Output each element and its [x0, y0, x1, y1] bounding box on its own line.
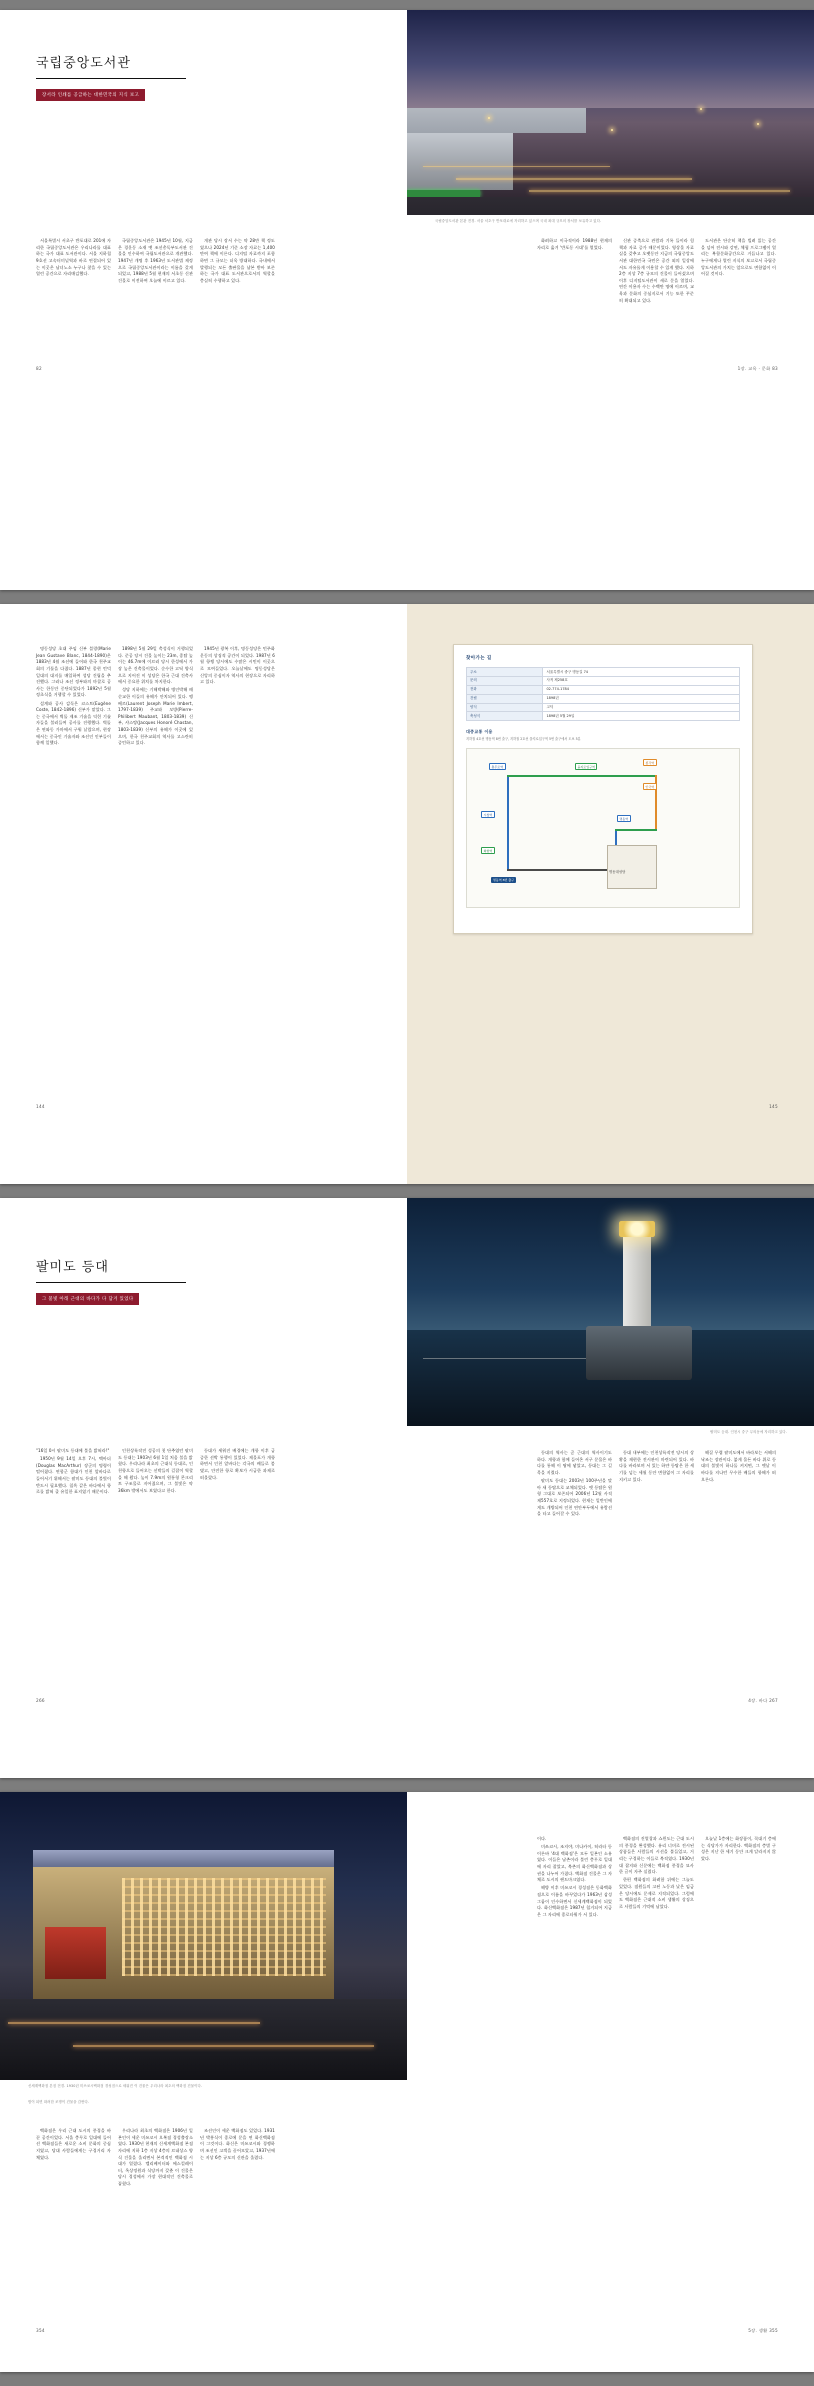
- paragraph: 국립중앙도서관은 1945년 10월, 지금은 경운동 소재 옛 조선총독부도서관 건물을 인수하여 국립도서관으로 개관했다. 1947년 개명 후 1963년 도서관법 제정으로 국립중앙도서관이라는 이름을 갖게 되었고, 1988년 5월 현재의 서초동 신관 건물로 이전하여 오늘에 이르고 있다.: [118, 238, 193, 283]
- paragraph: 해방 이후 미쓰코시 경성점은 동화백화점으로 이름을 바꾸었다가 1963년 삼성그룹이 인수하면서 신세계백화점이 되었다. 화신백화점은 1987년 철거되어 지금은 그 자리에 종로타워가 서 있다.: [537, 1885, 612, 1917]
- photo-sale-banner: [45, 1927, 106, 1979]
- photo-road: [407, 197, 814, 215]
- info-value: 1898년: [543, 694, 740, 703]
- body-column-1: [537, 238, 612, 253]
- photo-light-trail: [73, 2045, 374, 2047]
- body-column-3: [200, 646, 275, 687]
- lighthouse-photo: [407, 1198, 814, 1426]
- spread-palmido: [0, 1198, 814, 1778]
- map-note: 지하철 4호선 명동역 8번 출구, 지하철 2호선 을지로입구역 5번 출구에서 도보 5분: [466, 737, 581, 742]
- paragraph: 개관 당시 장서 수는 약 28만 책 정도였으나 2024년 기준 소장 자료는 1,400만여 책에 이른다. 디지털 자료까지 포함하면 그 규모는 더욱 방대하다. 국내에서 발행되는 모든 출판물을 납본 받아 보존하는 국가 대표 도서관으로서의 역할을 충실히 수행하고 있다.: [200, 238, 275, 283]
- spread-library-right-page: [407, 10, 814, 590]
- spread-department-left-page: [0, 1792, 407, 2372]
- info-key: 건립: [467, 694, 543, 703]
- paragraph: 설계와 공사 감독은 코스트(Eugène Coste, 1842-1896) 신부가 맡았다. 그는 중국에서 벽돌 제조 기술을 익힌 기술자들을 불러들여 공사를 진행했다. 벽돌은 연와동 가마에서 구워 날랐으며, 현장에서는 중국인 기술자와 조선인 인부들이 함께 일했다.: [36, 700, 111, 746]
- photo-building-right: [407, 133, 513, 190]
- photo-light-trail: [529, 190, 789, 192]
- subtitle-banner: 그 불빛 아래 근대의 바다가 다 담겨 있었다: [36, 1293, 139, 1305]
- table-row: [467, 685, 740, 694]
- paragraph: 우리나라 최초의 백화점은 1906년 일본인이 세운 미쓰코시 오복점 경성출장소였다. 1930년 현재의 신세계백화점 본점 자리에 지하 1층 지상 4층의 르네상스 양식 건물을 올리면서 본격적인 백화점 시대가 열렸다. 엘리베이터와 에스컬레이터, 옥상정원과 식당까지 갖춘 이 건물은 당시 경성에서 가장 현대적인 건축물로 꼽혔다.: [118, 2128, 193, 2186]
- page-title: 팔미도 등대: [36, 1260, 109, 1275]
- photo-light-trail: [8, 2022, 260, 2024]
- transit-map: [466, 748, 740, 908]
- spread-myeongdong-left-page: [0, 604, 407, 1184]
- map-node: 을지로입구역: [575, 763, 597, 770]
- table-row: [467, 676, 740, 685]
- body-column-1: [537, 1450, 612, 1519]
- photo-window-grid: [122, 1878, 326, 1976]
- page-title-block: [36, 1256, 186, 1305]
- body-column-2: [118, 2128, 193, 2189]
- body-column-3: [200, 1448, 275, 1483]
- paragraph: 한편 백화점의 화려함 뒤에는 그늘도 있었다. 점원들의 고된 노동과 낮은 임금은 당시에도 문제로 지적되었다. 그럼에도 백화점은 근대적 소비 생활의 상징으로 사람들의 기억에 남았다.: [619, 1877, 694, 1909]
- body-column-3: [701, 1450, 776, 1485]
- paragraph: 백화점은 우리 근대 도시의 풍경을 바꾼 공간이었다. 서울 충무로 일대에 들어선 백화점들은 새로운 소비 문화의 중심지였고, 당대 사람들에게는 구경거리 자체였다.: [36, 2128, 111, 2160]
- info-table: [466, 667, 740, 721]
- paragraph: 미쓰코시, 조지야, 미나카이, 히라타 등 이른바 '4대 백화점'은 모두 일본인 소유였다. 이들은 남촌이라 불린 충무로 일대에 자리 잡았고, 북촌의 화신백화점과 상권을 나누어 가졌다. 백화점 건물은 그 자체로 도시의 랜드마크였다.: [537, 1844, 612, 1883]
- map-node: 종각역: [643, 759, 657, 766]
- map-station-marker: 명동역 8번 출구: [493, 878, 515, 883]
- folio-left: 82: [36, 366, 42, 371]
- paragraph: 성당 지하에는 기해박해와 병인박해 때 순교한 이들의 유해가 안치되어 있다. 앵베르(Laurent Joseph Marie Imbert, 1797-1839) 주교와 모방(Pierre-Philibert Maubant, 1803-1839) 신부, 샤스탕(Jacques Honoré Chastan, 1803-1839) 신부의 유해가 이곳에 있으며, 한국 천주교회의 역사를 고스란히 증언하고 있다.: [118, 687, 193, 746]
- paragraph-quote: "16일 0시 팔미도 등대에 불을 밝혀라!": [36, 1448, 110, 1453]
- photo-road: [0, 1999, 407, 2080]
- paragraph: 등대 내부에는 인천상륙작전 당시의 상황을 재현한 전시관이 마련되어 있다. 바다를 바라보며 서 있는 하얀 등탑은 한 세기를 넘는 세월 동안 변함없이 그 자리를 지키고 있다.: [619, 1450, 694, 1482]
- folio-right: 145: [769, 1104, 778, 1109]
- photo-light-point: [700, 108, 702, 110]
- map-node: 시청역: [481, 811, 495, 818]
- map-line-green: [507, 775, 657, 777]
- map-building-block: [607, 845, 657, 889]
- subtitle-banner: 장서라 인쇄를 공급하는 대한민국의 지식 보고: [36, 89, 145, 101]
- info-key: 전화: [467, 685, 543, 694]
- photo-light-point: [757, 123, 759, 125]
- spread-department-right-page: [407, 1792, 814, 2372]
- library-night-photo: [407, 10, 814, 215]
- body-column-2: [619, 1836, 694, 1912]
- map-line-blue: [507, 775, 509, 871]
- info-key: 축성식: [467, 712, 543, 721]
- table-row: [467, 703, 740, 712]
- spread-myeongdong-right-page: [407, 604, 814, 1184]
- map-line-green-2: [615, 829, 657, 831]
- card-title: 찾아가는 길: [466, 656, 492, 661]
- photo-caption: 국립중앙도서관 본관 전경. 서울 서초구 반포대로에 자리하고 있으며 국내 최대 규모의 장서를 보유하고 있다.: [435, 219, 602, 223]
- info-value: 사적 제258호: [543, 676, 740, 685]
- folio-right: 1장. 교육 · 문화 83: [737, 366, 778, 371]
- paragraph: 1945년 광복 이후, 명동성당은 민주화 운동의 상징적 공간이 되었다. 1987년 6월 항쟁 당시에도 수많은 시민이 이곳으로 모여들었다. 오늘날에도 명동성당은 신앙의 중심이자 역사의 현장으로 자리하고 있다.: [200, 646, 275, 685]
- body-column-2: [118, 646, 193, 748]
- folio-right: 5장. 생활 355: [748, 2328, 778, 2333]
- spread-department-store: [0, 1792, 814, 2372]
- table-row: [467, 668, 740, 677]
- photo-light-trail: [456, 178, 692, 180]
- spread-library-left-page: [0, 10, 407, 590]
- body-column-1: [36, 646, 111, 748]
- body-column-1: [36, 1448, 111, 1497]
- photo-light-trail: [423, 166, 610, 168]
- paragraph: 1950년 9월 14일 오후 7시, 맥아더(Douglas MacArthur) 장군의 명령이 떨어졌다. 연합군 함대가 인천 앞바다로 들어서기 위해서는 팔미도 등대의 불빛이 반드시 필요했다. 칠흑 같은 바다에서 항로를 밝혀 줄 유일한 표지였기 때문이다.: [36, 1456, 111, 1495]
- photo-caption: 신세계백화점 본점 전경. 1930년 미쓰코시백화점 경성점으로 세워진 이 건물은 우리나라 최초의 백화점 건물이다.: [28, 2084, 203, 2088]
- paragraph: 오늘날 1층에는 화장품이, 꼭대기 층에는 식당가가 자리한다. 백화점의 층별 구성은 지난 한 세기 동안 크게 달라지지 않았다.: [701, 1836, 776, 1861]
- body-column-3: [200, 2128, 275, 2163]
- directions-card: [453, 644, 753, 934]
- photo-railing: [423, 1358, 586, 1360]
- map-line-gray: [507, 869, 617, 871]
- info-value: 고딕: [543, 703, 740, 712]
- map-node: 안국역: [643, 783, 657, 790]
- paragraph: 조선인이 세운 백화점도 있었다. 1931년 박흥식이 종로에 문을 연 화신백화점이 그것이다. 화신은 미쓰코시와 경쟁하며 조선인 고객을 끌어모았고, 1937년에는 지상 6층 규모의 신관을 올렸다.: [200, 2128, 275, 2160]
- folio-left: 354: [36, 2328, 45, 2333]
- paragraph: 이다.: [537, 1836, 547, 1841]
- map-node: 충무로역: [489, 763, 506, 770]
- table-row: [467, 712, 740, 721]
- body-column-3: [701, 1836, 776, 1864]
- page-title-block: [36, 52, 186, 101]
- page-title: 국립중앙도서관: [36, 56, 131, 71]
- body-column-1: [36, 238, 111, 279]
- body-column-2: [619, 238, 694, 306]
- spread-library: [0, 10, 814, 590]
- department-store-photo: [0, 1792, 407, 2080]
- photo-caption: 팔미도 등대. 인천시 중구 무의동에 자리하고 있다.: [710, 1430, 787, 1434]
- folio-left: 266: [36, 1698, 45, 1703]
- info-value: 1898년 5월 29일: [543, 712, 740, 721]
- map-heading: 대중교통 이용: [466, 729, 493, 735]
- body-column-3: [701, 238, 776, 279]
- paragraph: 도서관은 단순히 책을 빌려 읽는 공간을 넘어 전시와 강연, 체험 프로그램이 열리는 복합문화공간으로 거듭나고 있다. 누구에게나 열린 지식의 보고로서 국립중앙도서관의 가치는 앞으로도 변함없이 이어질 것이다.: [701, 238, 776, 277]
- info-key: 문의: [467, 676, 543, 685]
- info-value: 02-774-1784: [543, 685, 740, 694]
- paragraph: 등대의 역사는 곧 근대의 역사이기도 하다. 개항과 함께 들어온 서구 문물은 바다를 통해 이 땅에 닿았고, 등대는 그 길목을 지켰다.: [537, 1450, 612, 1475]
- body-column-1: [537, 1836, 612, 1920]
- body-column-1: [36, 2128, 111, 2163]
- spread-palmido-right-page: [407, 1198, 814, 1778]
- paragraph: 신관 증축으로 관람과 기록 들이라 힘 책과 자료 증가 때문이었다. 영상물 자료실을 갖추고 오랫동안 지금의 국립중앙도서관 대한민국 국민은 공간 외의 일상에서도 자유롭게 이용할 수 있게 했다. 지하 2층 지상 7층 규모의 건물이 들어섰으며 이후 디지털도서관이 새로 문을 열었다. 연간 이용자 수는 수백만 명에 이르며, 교육과 문화의 중심지로서 기능 또한 꾸준히 확대되고 있다.: [619, 238, 694, 303]
- body-column-2: [619, 1450, 694, 1485]
- spread-myeongdong: [0, 604, 814, 1184]
- paragraph: 백화점의 진열창과 쇼윈도는 근대 도시의 풍경을 완성했다. 유리 너머로 전시된 상품들은 사람들의 시선을 붙들었고, 거리는 구경하는 이들로 북적였다. 1930년대 잡지와 신문에는 백화점 풍경을 묘사한 글이 자주 실렸다.: [619, 1836, 694, 1875]
- folio-right: 4장. 바다 267: [748, 1698, 778, 1703]
- map-node: 명동역: [617, 815, 631, 822]
- folio-left: 144: [36, 1104, 45, 1109]
- paragraph: 명동성당 초대 주임 신부 블랑(Marie Jean Gustave Blanc, 1844-1890)은 1883년 4월 조선에 들어와 한국 천주교회의 기틀을 다졌다. 1887년 종현 언덕 일대의 대지를 매입하여 성당 건립을 추진했다. 그러나 조선 정부와의 마찰로 공사는 한동안 중단되었다가 1892년 5월 정초식을 거행할 수 있었다.: [36, 646, 111, 698]
- map-building-label: 명동대성당: [609, 870, 626, 875]
- photo-light-point: [611, 129, 613, 131]
- table-row: [467, 694, 740, 703]
- paragraph: 팔미도 등대는 2003년 100주년을 맞아 새 등탑으로 교체되었다. 옛 등탑은 원형 그대로 보존되어 2006년 12월 사적 제557호로 지정되었다. 현재는 일반인에게도 개방되어 인천 연안부두에서 유람선을 타고 들어갈 수 있다.: [537, 1478, 612, 1517]
- paragraph: 해질 무렵 팔미도에서 바라보는 서해의 낙조는 장관이다. 붉게 물든 바다 위로 등대의 불빛이 하나둘 켜지면, 그 옛날 이 바다를 지나던 무수한 배들의 항해가 떠오른다.: [701, 1450, 776, 1482]
- paragraph: 인천상륙작전 성공의 첫 단추였던 팔미도 등대는 1903년 6월 1일 처음 불을 밝혔다. 우리나라 최초의 근대식 등대로, 인천항으로 들어오는 선박들의 길잡이 역할을 해 왔다. 높이 7.9m의 원통형 콘크리트 구조물로 지어졌으며, 그 불빛은 약 36km 밖에서도 보였다고 한다.: [118, 1448, 193, 1493]
- photo-sky: [407, 10, 814, 108]
- photo-lighthouse-lamp: [619, 1221, 656, 1237]
- spread-palmido-left-page: [0, 1198, 407, 1778]
- body-column-3: [200, 238, 275, 286]
- photo-caption-secondary: 밤이 되면 화려한 조명이 건물을 감싼다.: [28, 2100, 90, 2104]
- paragraph: 화려하고 이국적이라 1988년 현재의 자리로 옮겨 '반포동 시대'를 열었다.: [537, 238, 612, 250]
- paragraph: 서울특별시 서초구 반포대로 201에 자리한 국립중앙도서관은 우리나라를 대표하는 국가 대표 도서관이다. 서울 지하철 9호선 고속터미널역과 바로 연결되어 있는 이곳은 남녀노소 누구나 찾을 수 있는 열린 공간으로 자리매김했다.: [36, 238, 111, 277]
- info-key: 양식: [467, 703, 543, 712]
- paragraph: 1898년 5월 29일 축성식이 거행되었다. 준공 당시 건물 높이는 23m, 종탑 높이는 46.7m에 이르러 당시 한성에서 가장 높은 건축물이었다. 순수한 고딕 양식으로 지어진 이 성당은 한국 근대 건축사에서 중요한 위치를 차지한다.: [118, 646, 193, 685]
- map-node: 회현역: [481, 847, 495, 854]
- title-divider: [36, 78, 186, 79]
- photo-lighthouse-tower: [623, 1230, 651, 1335]
- paragraph: 등대가 세워진 배경에는 개항 이후 급증한 선박 통행이 있었다. 제물포가 개항하면서 인천 앞바다는 각국의 배들로 붐볐고, 안전한 항로 확보가 시급한 과제로 떠올랐다.: [200, 1448, 275, 1480]
- info-key: 주소: [467, 668, 543, 677]
- info-value: 서울특별시 중구 명동길 74: [543, 668, 740, 677]
- title-divider: [36, 1282, 186, 1283]
- photo-lighthouse-base: [586, 1326, 692, 1381]
- body-column-2: [118, 1448, 193, 1496]
- body-column-2: [118, 238, 193, 286]
